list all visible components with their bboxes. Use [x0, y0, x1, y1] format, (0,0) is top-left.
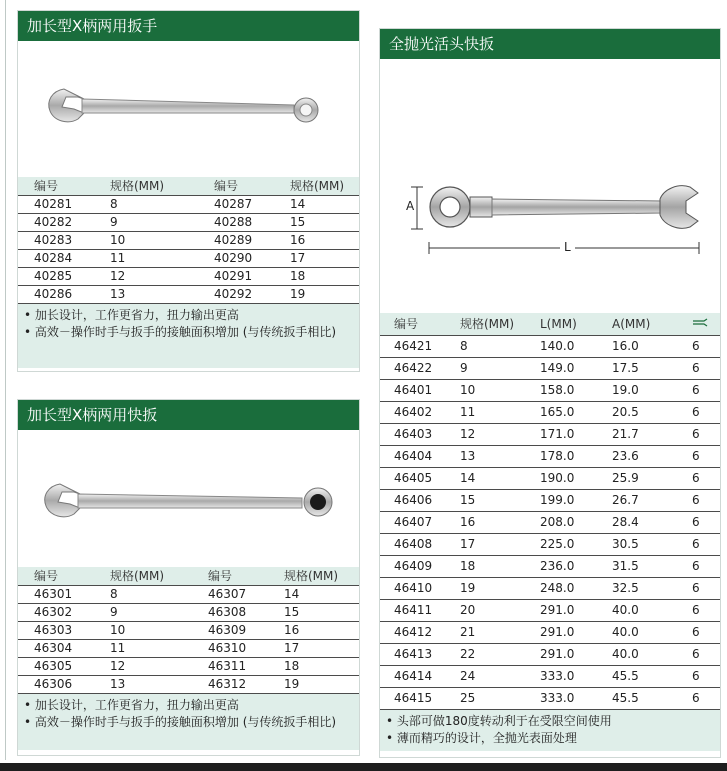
- dimension-l-label: L: [560, 240, 575, 254]
- table-cell: 11: [94, 639, 192, 657]
- table-cell: 6: [678, 665, 720, 687]
- table-cell: 46312: [192, 675, 268, 693]
- table-cell: 333.0: [526, 665, 598, 687]
- table-cell: 165.0: [526, 401, 598, 423]
- table-cell: 6: [678, 621, 720, 643]
- table-cell: 14: [268, 585, 359, 603]
- table-row: [380, 423, 720, 445]
- table-row: [380, 687, 720, 709]
- table-cell: 6: [678, 467, 720, 489]
- table-row: [18, 603, 359, 621]
- table-cell: 12: [94, 657, 192, 675]
- table-cell: 190.0: [526, 467, 598, 489]
- table-cell: 6: [678, 335, 720, 357]
- column-header: 规格(MM): [268, 567, 359, 585]
- table-cell: 46402: [380, 401, 446, 423]
- table-row: [380, 577, 720, 599]
- table-cell: 46413: [380, 643, 446, 665]
- table-cell: 46422: [380, 357, 446, 379]
- dimension-a-label: A: [406, 199, 415, 213]
- panel-title: 全抛光活头快扳: [380, 29, 720, 59]
- table-header-row: [380, 313, 720, 335]
- table-row: [18, 213, 359, 231]
- table-cell: 6: [678, 423, 720, 445]
- table-cell: 16: [446, 511, 526, 533]
- table-cell: 46406: [380, 489, 446, 511]
- table-cell: 46410: [380, 577, 446, 599]
- table-cell: 10: [94, 231, 198, 249]
- table-cell: 13: [446, 445, 526, 467]
- table-cell: 17: [268, 639, 359, 657]
- table-cell: 46403: [380, 423, 446, 445]
- table-cell: 6: [678, 357, 720, 379]
- table-cell: 333.0: [526, 687, 598, 709]
- combination-wrench-icon: [44, 81, 324, 129]
- feature-note: • 加长设计，工作更省力，扭力输出更高: [24, 697, 239, 712]
- table-row: [380, 621, 720, 643]
- table-row: [18, 231, 359, 249]
- table-cell: 291.0: [526, 621, 598, 643]
- table-cell: 46308: [192, 603, 268, 621]
- table-cell: 46404: [380, 445, 446, 467]
- spec-table: [18, 567, 359, 694]
- table-cell: 46421: [380, 335, 446, 357]
- column-header: 规格(MM): [446, 313, 526, 335]
- feature-notes: [380, 710, 720, 751]
- table-cell: 40288: [198, 213, 274, 231]
- table-row: [18, 195, 359, 213]
- table-cell: 6: [678, 379, 720, 401]
- table-cell: 18: [274, 267, 359, 285]
- feature-note: • 薄而精巧的设计，全抛光表面处理: [386, 730, 577, 745]
- table-cell: 40.0: [598, 599, 678, 621]
- table-cell: 9: [446, 357, 526, 379]
- table-cell: 17.5: [598, 357, 678, 379]
- table-cell: 6: [678, 533, 720, 555]
- table-cell: 46411: [380, 599, 446, 621]
- table-cell: 8: [94, 195, 198, 213]
- table-cell: 24: [446, 665, 526, 687]
- table-row: [18, 249, 359, 267]
- table-cell: 208.0: [526, 511, 598, 533]
- table-row: [380, 379, 720, 401]
- table-cell: 158.0: [526, 379, 598, 401]
- table-cell: 6: [678, 401, 720, 423]
- table-cell: 291.0: [526, 643, 598, 665]
- table-cell: 40289: [198, 231, 274, 249]
- column-header: A(MM): [598, 313, 678, 335]
- table-cell: 14: [446, 467, 526, 489]
- table-cell: 178.0: [526, 445, 598, 467]
- table-row: [18, 639, 359, 657]
- table-cell: 40285: [18, 267, 94, 285]
- table-cell: 46302: [18, 603, 94, 621]
- table-cell: 6: [678, 577, 720, 599]
- table-cell: 19: [446, 577, 526, 599]
- table-cell: 46414: [380, 665, 446, 687]
- product-image: [18, 41, 359, 177]
- table-cell: 46412: [380, 621, 446, 643]
- table-cell: 45.5: [598, 687, 678, 709]
- column-header: 编号: [18, 567, 94, 585]
- product-image: [380, 59, 720, 313]
- column-header: 规格(MM): [274, 177, 359, 195]
- table-cell: 22: [446, 643, 526, 665]
- table-cell: 6: [678, 489, 720, 511]
- column-header: 编号: [192, 567, 268, 585]
- page-edge-line: [5, 0, 6, 760]
- table-cell: 8: [446, 335, 526, 357]
- table-cell: 46409: [380, 555, 446, 577]
- table-cell: 26.7: [598, 489, 678, 511]
- table-cell: 46408: [380, 533, 446, 555]
- table-cell: 17: [274, 249, 359, 267]
- page-bottom-bar: [0, 763, 727, 771]
- table-cell: 40286: [18, 285, 94, 303]
- column-header: L(MM): [526, 313, 598, 335]
- table-cell: 16: [274, 231, 359, 249]
- table-cell: 46306: [18, 675, 94, 693]
- table-cell: 18: [268, 657, 359, 675]
- table-cell: 19: [268, 675, 359, 693]
- table-row: [380, 555, 720, 577]
- table-cell: 40291: [198, 267, 274, 285]
- table-cell: 6: [678, 445, 720, 467]
- table-cell: 291.0: [526, 599, 598, 621]
- table-cell: 40282: [18, 213, 94, 231]
- table-cell: 46301: [18, 585, 94, 603]
- panel-long-x-combination-wrench: [17, 10, 360, 372]
- table-cell: 46305: [18, 657, 94, 675]
- table-cell: 10: [446, 379, 526, 401]
- table-row: [380, 489, 720, 511]
- table-cell: 20.5: [598, 401, 678, 423]
- product-image: [18, 430, 359, 567]
- table-row: [380, 467, 720, 489]
- table-cell: 6: [678, 687, 720, 709]
- table-cell: 32.5: [598, 577, 678, 599]
- panel-title: 加长型X柄两用快扳: [18, 400, 359, 430]
- table-cell: 40287: [198, 195, 274, 213]
- table-row: [18, 285, 359, 303]
- table-cell: 46307: [192, 585, 268, 603]
- table-cell: 11: [94, 249, 198, 267]
- table-cell: 46415: [380, 687, 446, 709]
- table-cell: 46401: [380, 379, 446, 401]
- table-cell: 40292: [198, 285, 274, 303]
- table-cell: 25.9: [598, 467, 678, 489]
- table-cell: 15: [274, 213, 359, 231]
- table-cell: 12: [94, 267, 198, 285]
- table-row: [380, 357, 720, 379]
- table-cell: 46303: [18, 621, 94, 639]
- table-row: [18, 657, 359, 675]
- table-cell: 6: [678, 643, 720, 665]
- table-cell: 9: [94, 603, 192, 621]
- table-row: [380, 401, 720, 423]
- table-cell: 28.4: [598, 511, 678, 533]
- table-cell: 6: [678, 555, 720, 577]
- table-cell: 19: [274, 285, 359, 303]
- feature-note: • 加长设计，工作更省力，扭力输出更高: [24, 307, 239, 322]
- table-cell: 14: [274, 195, 359, 213]
- table-cell: 140.0: [526, 335, 598, 357]
- table-cell: 9: [94, 213, 198, 231]
- table-cell: 248.0: [526, 577, 598, 599]
- table-cell: 13: [94, 285, 198, 303]
- column-header: 规格(MM): [94, 177, 198, 195]
- feature-note: • 高效－操作时手与扳手的接触面积增加 (与传统扳手相比): [24, 324, 337, 339]
- table-row: [380, 665, 720, 687]
- column-header: 规格(MM): [94, 567, 192, 585]
- table-cell: 15: [268, 603, 359, 621]
- table-cell: 8: [94, 585, 192, 603]
- spec-table: [18, 177, 359, 304]
- panel-flex-head-ratchet-wrench: [379, 28, 721, 758]
- feature-note: • 头部可做180度转动利于在受限空间使用: [386, 713, 612, 728]
- table-cell: 17: [446, 533, 526, 555]
- table-cell: 21.7: [598, 423, 678, 445]
- table-cell: 45.5: [598, 665, 678, 687]
- table-row: [18, 267, 359, 285]
- feature-note: • 高效－操作时手与扳手的接触面积增加 (与传统扳手相比): [24, 714, 337, 729]
- table-cell: 13: [94, 675, 192, 693]
- table-cell: 6: [678, 511, 720, 533]
- table-row: [18, 675, 359, 693]
- table-cell: 40283: [18, 231, 94, 249]
- table-cell: 16: [268, 621, 359, 639]
- table-cell: 20: [446, 599, 526, 621]
- table-cell: 11: [446, 401, 526, 423]
- panel-long-x-ratchet-wrench: [17, 399, 360, 756]
- table-cell: 40284: [18, 249, 94, 267]
- column-header: 编号: [380, 313, 446, 335]
- table-cell: 46309: [192, 621, 268, 639]
- table-cell: 46310: [192, 639, 268, 657]
- spec-table: [380, 313, 720, 710]
- table-cell: 40.0: [598, 621, 678, 643]
- table-cell: 236.0: [526, 555, 598, 577]
- table-cell: 16.0: [598, 335, 678, 357]
- table-row: [18, 585, 359, 603]
- table-row: [380, 335, 720, 357]
- table-row: [380, 511, 720, 533]
- table-header-row: [18, 567, 359, 585]
- table-cell: 21: [446, 621, 526, 643]
- table-row: [18, 621, 359, 639]
- table-row: [380, 643, 720, 665]
- table-cell: 23.6: [598, 445, 678, 467]
- table-cell: 46405: [380, 467, 446, 489]
- flex-head-wrench-icon: [428, 177, 708, 237]
- table-cell: 199.0: [526, 489, 598, 511]
- feature-notes: [18, 694, 359, 750]
- panel-title: 加长型X柄两用扳手: [18, 11, 359, 41]
- table-cell: 15: [446, 489, 526, 511]
- table-row: [380, 445, 720, 467]
- table-header-row: [18, 177, 359, 195]
- table-cell: 40281: [18, 195, 94, 213]
- table-cell: 225.0: [526, 533, 598, 555]
- table-cell: 46407: [380, 511, 446, 533]
- table-cell: 149.0: [526, 357, 598, 379]
- table-cell: 30.5: [598, 533, 678, 555]
- table-cell: 46311: [192, 657, 268, 675]
- feature-notes: [18, 304, 359, 368]
- table-row: [380, 599, 720, 621]
- table-cell: 40.0: [598, 643, 678, 665]
- table-cell: 40290: [198, 249, 274, 267]
- table-cell: 18: [446, 555, 526, 577]
- column-header: 编号: [198, 177, 274, 195]
- table-cell: 31.5: [598, 555, 678, 577]
- wrench-pack-icon: [692, 318, 708, 328]
- table-row: [380, 533, 720, 555]
- column-header: [678, 313, 720, 335]
- ratchet-wrench-icon: [40, 478, 340, 528]
- table-cell: 10: [94, 621, 192, 639]
- table-cell: 19.0: [598, 379, 678, 401]
- table-cell: 6: [678, 599, 720, 621]
- column-header: 编号: [18, 177, 94, 195]
- table-cell: 171.0: [526, 423, 598, 445]
- table-cell: 25: [446, 687, 526, 709]
- table-cell: 46304: [18, 639, 94, 657]
- table-cell: 12: [446, 423, 526, 445]
